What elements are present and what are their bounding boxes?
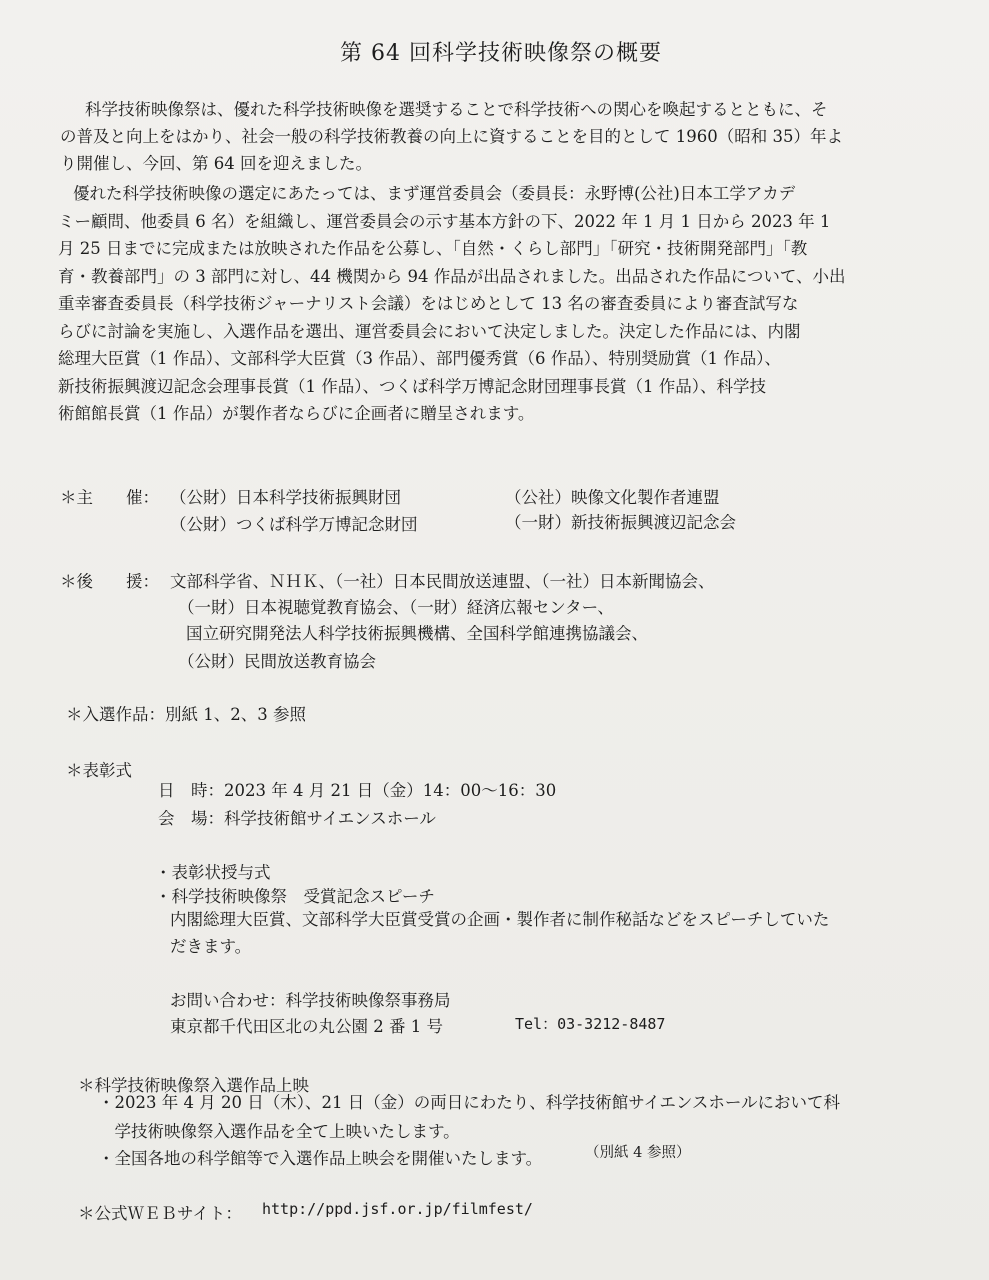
screening-line: ・全国各地の科学館等で入選作品上映会を開催いたします。 bbox=[98, 1149, 543, 1168]
contact-tel: Tel：03-3212-8487 bbox=[515, 1015, 666, 1033]
intro-line: 総理大臣賞（1 作品）、文部科学大臣賞（3 作品）、部門優秀賞（6 作品）、特別奨励賞（1 作品）、 bbox=[58, 349, 781, 368]
website-url[interactable]: http://ppd.jsf.or.jp/filmfest/ bbox=[262, 1200, 533, 1218]
intro-line: の普及と向上をはかり、社会一般の科学技術教養の向上に資することを目的として 1960（昭和 35）年よ bbox=[60, 127, 843, 146]
contact-address: 東京都千代田区北の丸公園 2 番 1 号 bbox=[170, 1017, 443, 1036]
intro-line: 新技術振興渡辺記念会理事長賞（1 作品）、つくば科学万博記念財団理事長賞（1 作品）、科学技 bbox=[58, 377, 766, 396]
speech-description: だきます。 bbox=[170, 937, 252, 956]
document-title: 第 64 回科学技術映像祭の概要 bbox=[340, 41, 662, 66]
screening-line: 学技術映像祭入選作品を全て上映いたします。 bbox=[98, 1122, 460, 1141]
intro-line: 重幸審査委員長（科学技術ジャーナリスト会議）をはじめとして 13 名の審査委員により審査試写な bbox=[58, 294, 799, 313]
screening-line: ・2023 年 4 月 20 日（木）、21 日（金）の両日にわたり、科学技術館サイエンスホールにおいて科 bbox=[98, 1093, 841, 1112]
organizer-item: （公財）日本科学技術振興財団 bbox=[170, 488, 401, 507]
speech-description: 内閣総理大臣賞、文部科学大臣賞受賞の企画・製作者に制作秘話などをスピーチしていた bbox=[170, 910, 830, 929]
organizer-item: （公社）映像文化製作者連盟 bbox=[505, 488, 720, 507]
screening-heading: ＊科学技術映像祭入選作品上映 bbox=[78, 1076, 309, 1095]
supporter-line: （一財）日本視聴覚教育協会、（一財）経済広報センター、 bbox=[178, 598, 614, 617]
ceremony-heading: ＊表彰式 bbox=[66, 761, 132, 780]
supporter-line: 文部科学省、ＮＨＫ、（一社）日本民間放送連盟、（一社）日本新聞協会、 bbox=[170, 572, 715, 591]
intro-line: 術館館長賞（1 作品）が製作者ならびに企画者に贈呈されます。 bbox=[58, 404, 535, 423]
organizer-item: （公財）つくば科学万博記念財団 bbox=[170, 515, 418, 534]
contact-label: お問い合わせ：科学技術映像祭事務局 bbox=[170, 991, 451, 1010]
intro-line: 優れた科学技術映像の選定にあたっては、まず運営委員会（委員長：永野博(公社)日本工学アカデ bbox=[73, 184, 796, 203]
supporter-line: 国立研究開発法人科学技術振興機構、全国科学館連携協議会、 bbox=[186, 624, 648, 643]
intro-line: り開催し、今回、第 64 回を迎えました。 bbox=[60, 154, 372, 173]
intro-line: 育・教養部門」の 3 部門に対し、44 機関から 94 作品が出品されました。出品された作品について、小出 bbox=[58, 267, 846, 286]
organizers-label: ＊主 催： bbox=[60, 488, 159, 507]
intro-line: らびに討論を実施し、入選作品を選出、運営委員会において決定しました。決定した作品には、内閣 bbox=[58, 322, 801, 341]
screening-note: （別紙 4 参照） bbox=[585, 1145, 691, 1161]
ceremony-datetime: 日 時：2023 年 4 月 21 日（金）14：00～16：30 bbox=[158, 781, 557, 800]
organizer-item: （一財）新技術振興渡辺記念会 bbox=[505, 513, 736, 532]
ceremony-venue: 会 場：科学技術館サイエンスホール bbox=[158, 809, 436, 828]
ceremony-bullet: ・表彰状授与式 bbox=[155, 863, 271, 882]
intro-line: ミー顧問、他委員 6 名）を組織し、運営委員会の示す基本方針の下、2022 年 1 月 1 日から 2023 年 1 bbox=[58, 212, 831, 231]
ceremony-bullet: ・科学技術映像祭 受賞記念スピーチ bbox=[155, 887, 435, 906]
selected-works: ＊入選作品：別紙 1、2、3 参照 bbox=[66, 705, 306, 724]
supporter-line: （公財）民間放送教育協会 bbox=[178, 652, 376, 671]
website-label: ＊公式ＷＥＢサイト： bbox=[78, 1204, 242, 1223]
supporters-label: ＊後 援： bbox=[60, 572, 159, 591]
intro-line: 月 25 日までに完成または放映された作品を公募し、「自然・くらし部門」「研究・技術開発部門」「教 bbox=[58, 239, 808, 258]
intro-line: 科学技術映像祭は、優れた科学技術映像を選奨することで科学技術への関心を喚起するとともに、そ bbox=[85, 100, 828, 119]
